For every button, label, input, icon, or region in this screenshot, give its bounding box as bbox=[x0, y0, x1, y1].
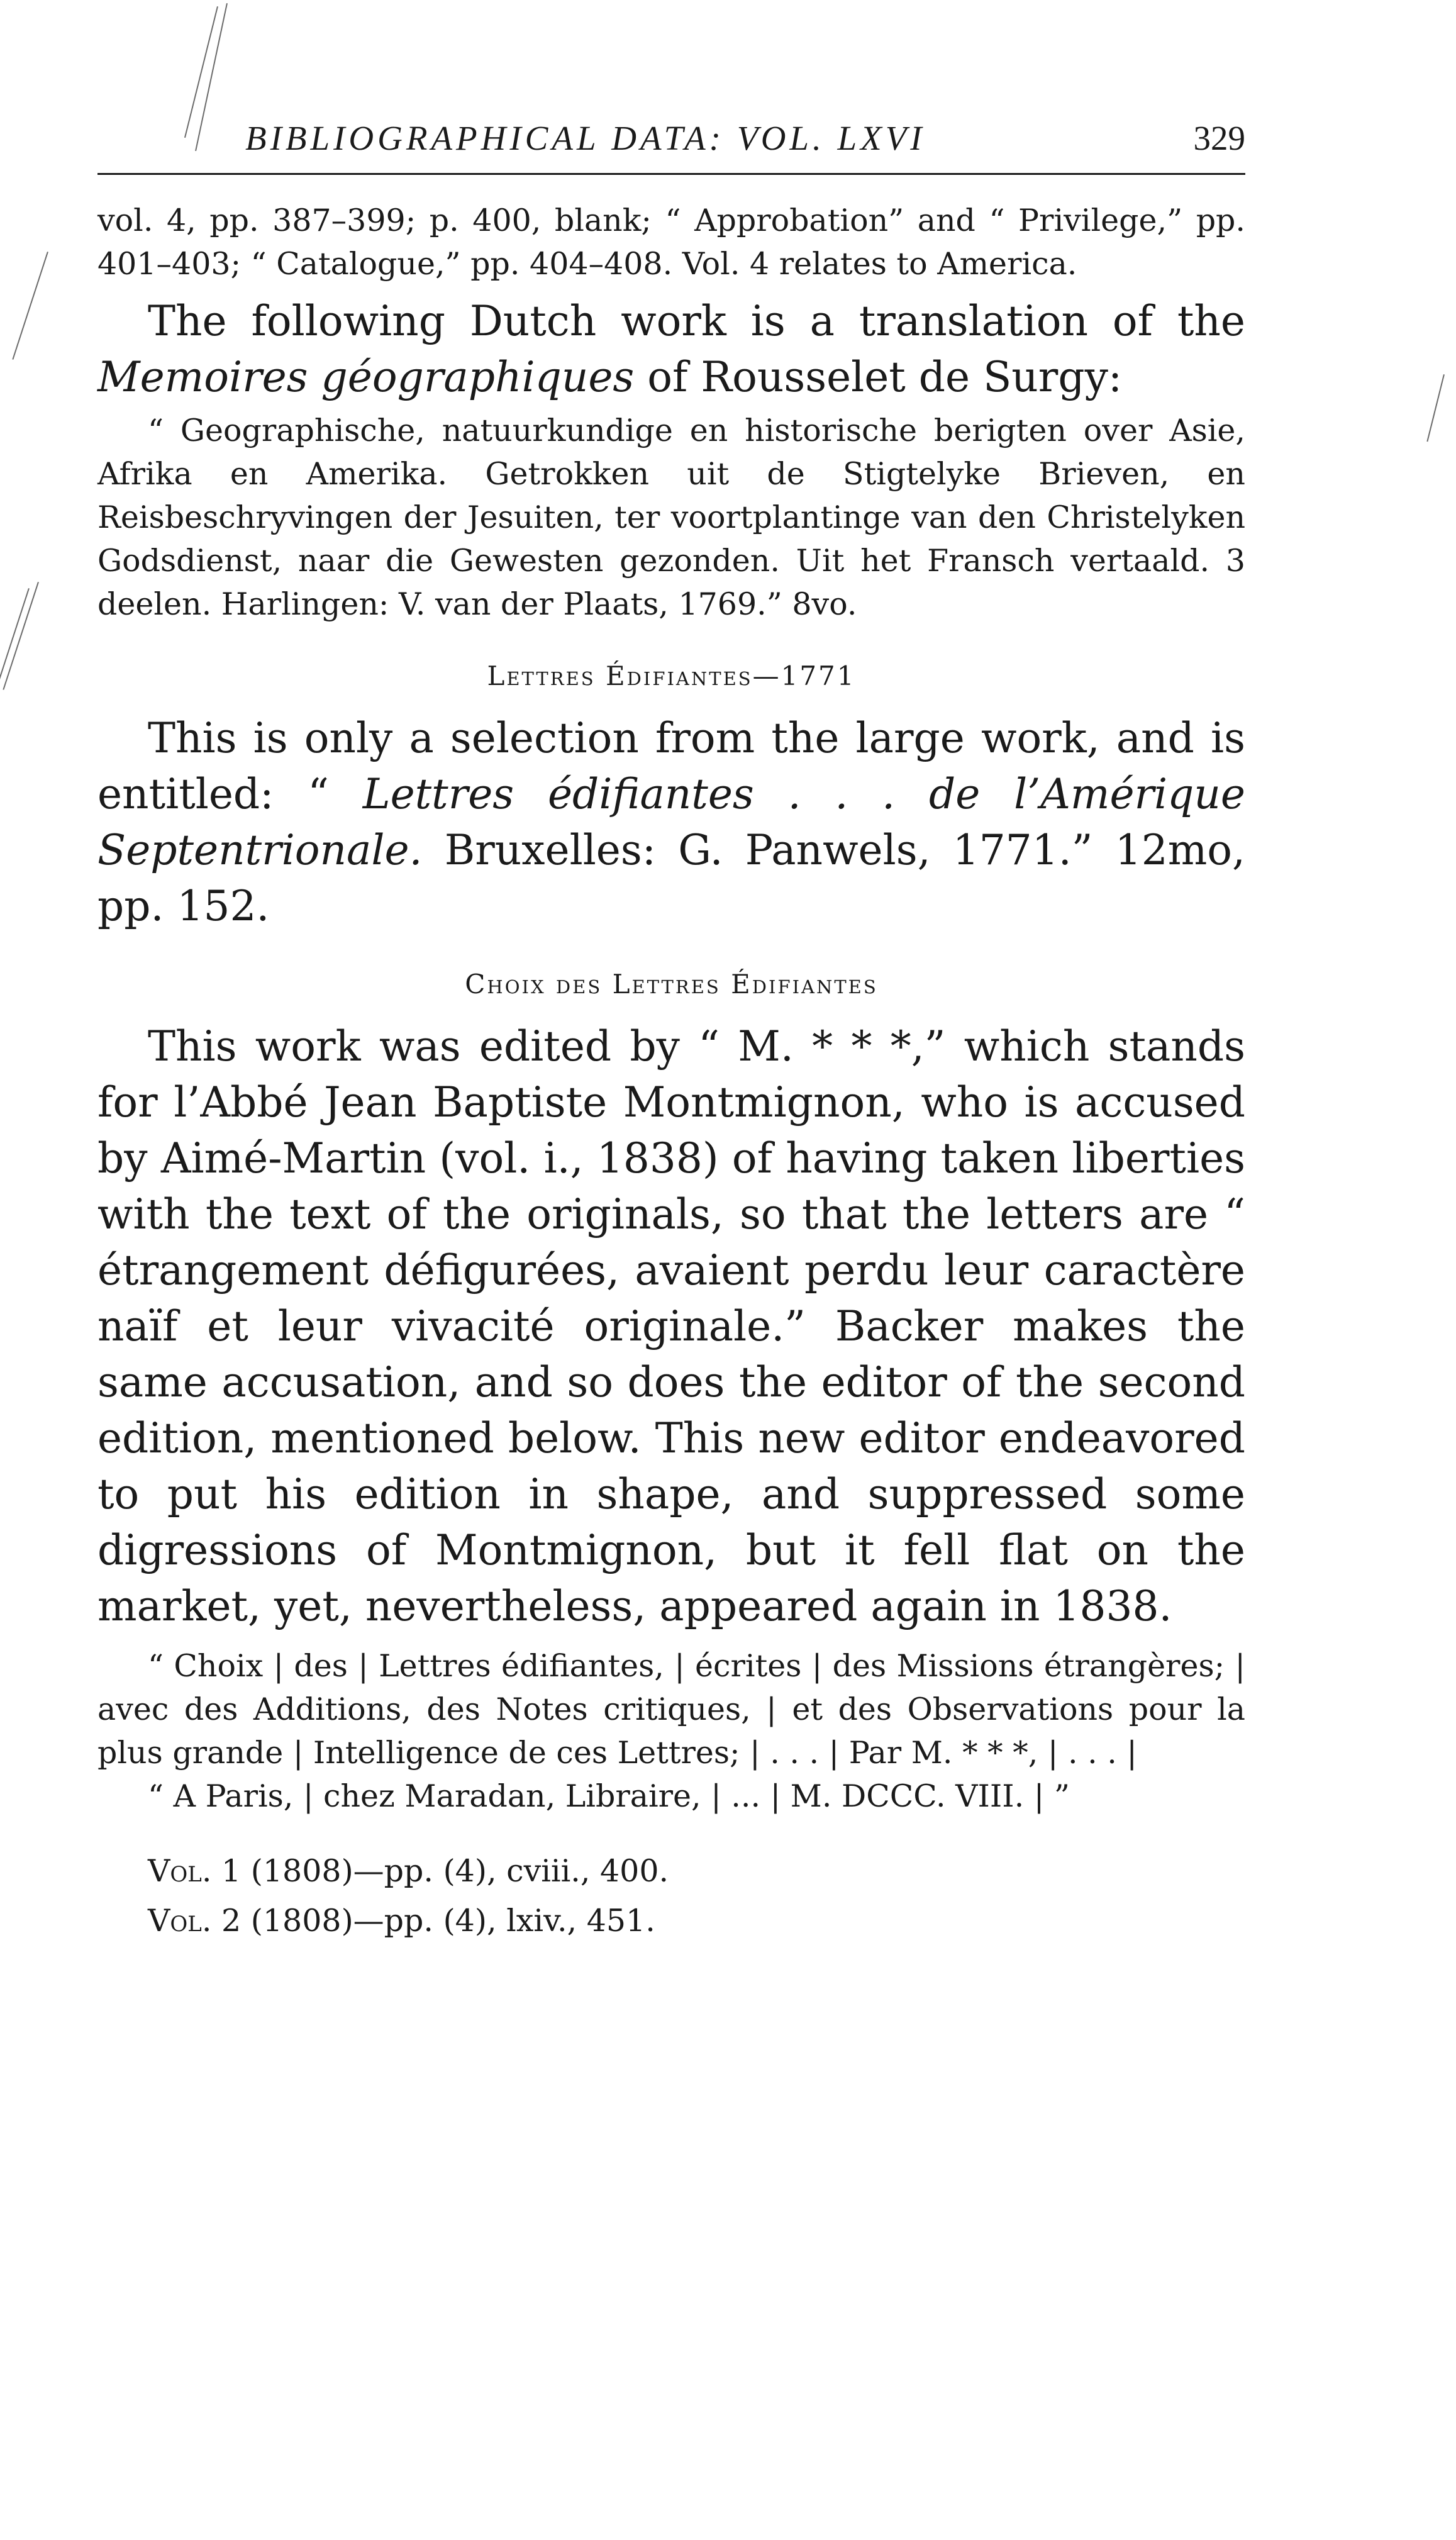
choix-title-transcription: “ Choix | des | Lettres édifiantes, | écrites | des Missions étrangères; | avec des Additions, des Notes critiques, | et des Observations pour la plus grande | Intelligence de ces Lettres; | . . . | Par M. * * *, | . . . | bbox=[97, 1648, 1245, 1771]
section-heading-choix-des-lettres: Choix des Lettres Édifiantes bbox=[465, 969, 878, 1000]
montmignon-paragraph: This work was edited by “ M. * * *,” which stands for l’Abbé Jean Baptiste Montmignon, who is accused by Aimé-Martin (vol. i., 1838) of having taken liberties with the text of the originals, so that the letters are “ étrangement défigurées, avaient perdu leur caractère naïf et leur vivacité originale.” Backer makes the same accusation, and so does the editor of the second edition, mentioned below. This new editor endeavored to put his edition in shape, and suppressed some digressions of Montmignon, but it fell flat on the market, yet, nevertheless, appeared again in 1838. bbox=[97, 1022, 1245, 1630]
selection-text: This is only a selection from the large work, and is entitled: “ bbox=[97, 714, 1245, 818]
volume-label: Vol. bbox=[148, 1903, 212, 1939]
dutch-work-citation: “ Geographische, natuurkundige en historische berigten over Asie, Afrika en Amerika. Getrokken uit de Stigtelyke Brieven, en Reisbeschryvingen der Jesuiten, ter voortplantinge van den Christelyken Godsdienst, naar die Gewesten gezonden. Uit het Fransch vertaald. 3 deelen. Harlingen: V. van der Plaats, 1769.” 8vo. bbox=[97, 413, 1245, 622]
volume-label: Vol. bbox=[148, 1853, 212, 1889]
volume-details: 1 (1808)—pp. (4), cviii., 400. bbox=[221, 1853, 669, 1889]
volume-description-continued: vol. 4, pp. 387–399; p. 400, blank; “ Approbation” and “ Privilege,” pp. 401–403; “ Catalogue,” pp. 404–408. Vol. 4 relates to America. bbox=[97, 203, 1245, 282]
margin-pencil-mark bbox=[1426, 374, 1445, 442]
page-header bbox=[97, 107, 1245, 175]
memoires-title: Memoires géographiques bbox=[97, 353, 635, 401]
lettres-edifiantes-title: Lettres édifiantes . . . de l’Amérique Septentrionale. bbox=[97, 770, 1245, 874]
volume-entry bbox=[97, 1899, 1245, 1942]
imprint-transcription: “ A Paris, | chez Maradan, Libraire, | ... | M. DCCC. VIII. | ” bbox=[148, 1778, 1070, 1814]
section-heading-lettres-edifiantes-1771: Lettres Édifiantes—1771 bbox=[487, 660, 856, 691]
book-page bbox=[97, 107, 1245, 1942]
intro-text: The following Dutch work is a translation of the bbox=[148, 297, 1245, 345]
volume-details: 2 (1808)—pp. (4), lxiv., 451. bbox=[221, 1903, 655, 1939]
selection-text-end: Bruxelles: G. Panwels, 1771.” 12mo, pp. 152. bbox=[97, 826, 1245, 930]
volume-entry bbox=[97, 1849, 1245, 1893]
intro-text-end: of Rousselet de Surgy: bbox=[634, 353, 1123, 401]
dutch-translation-intro bbox=[97, 293, 1245, 405]
page-number: 329 bbox=[1193, 119, 1245, 157]
margin-pencil-mark bbox=[12, 252, 48, 360]
margin-pencil-mark bbox=[3, 582, 39, 690]
running-title: BIBLIOGRAPHICAL DATA: VOL. LXVI bbox=[245, 119, 926, 157]
margin-pencil-mark bbox=[0, 588, 30, 693]
selection-paragraph bbox=[97, 710, 1245, 934]
